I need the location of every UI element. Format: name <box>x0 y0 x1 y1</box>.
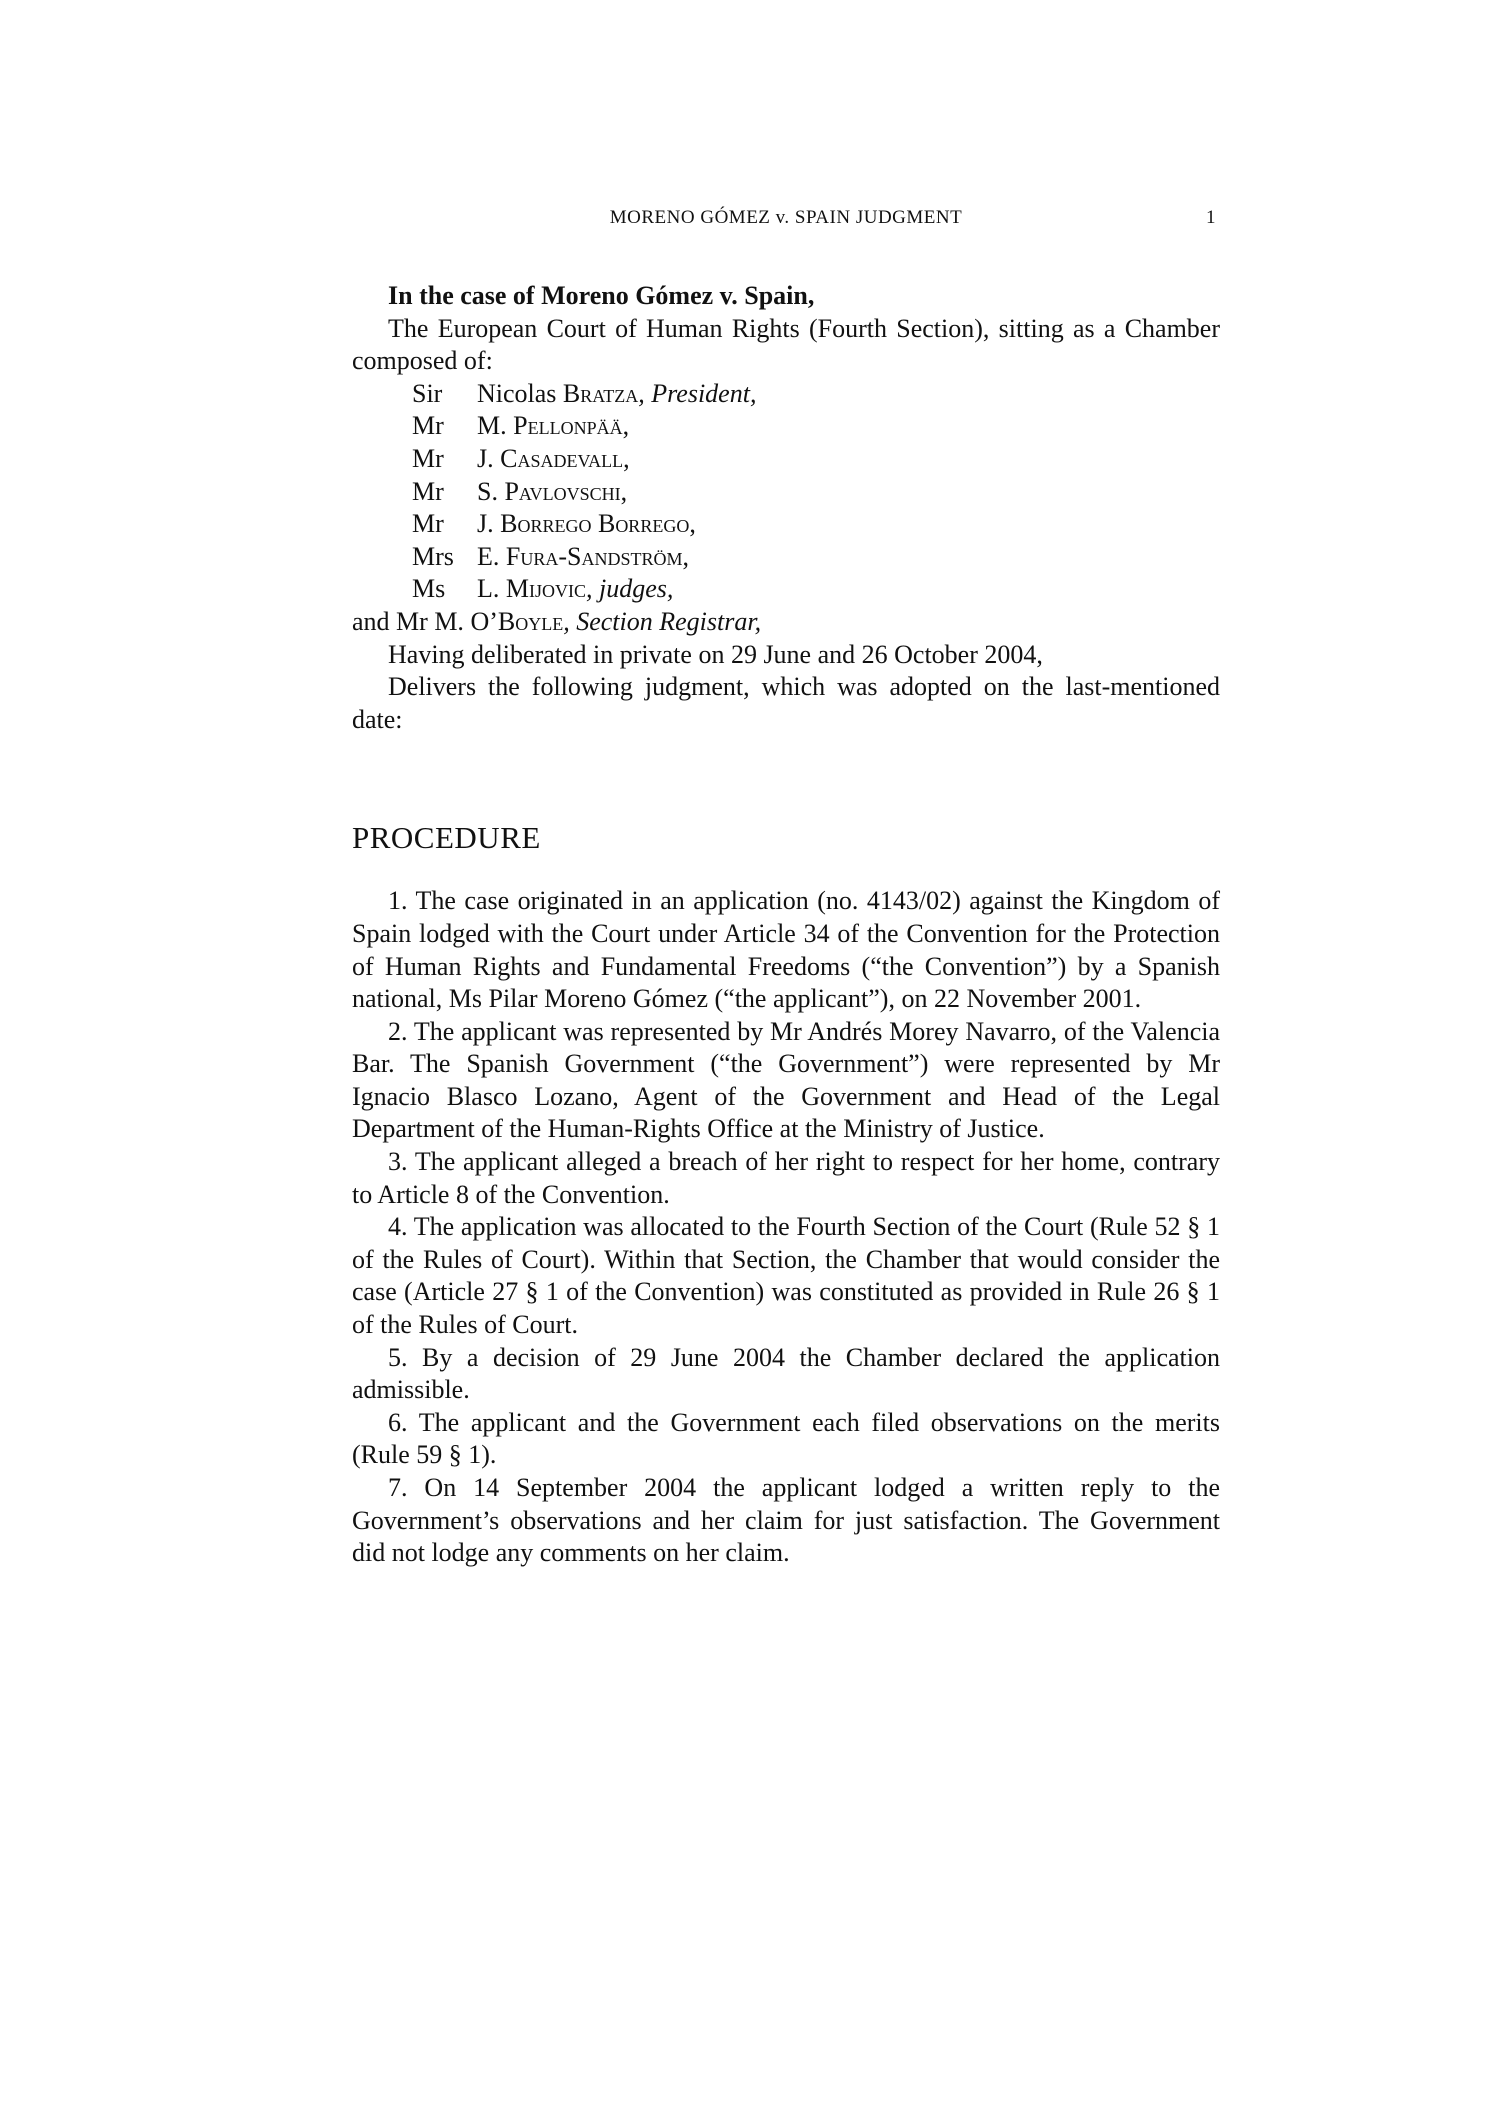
judge-title: Mr <box>412 476 444 506</box>
procedure-paragraph: 1. The case originated in an application (no. 4143/02) against the Kingdom of Spain lodged with the Court under Article 34 of the Convention for the Protection of Human Rights and Fundamental Freedoms (“the Convention”) by a Spanish national, Ms Pilar Moreno Gómez (“the applicant”), on 22 November 2001. <box>352 886 1220 1014</box>
procedure-paragraph: 4. The application was allocated to the Fourth Section of the Court (Rule 52 § 1 of the Rules of Court). Within that Section, the Chamber that would consider the case (Article 27 § 1 of the Convention) was constituted as provided in Rule 26 § 1 of the Rules of Court. <box>352 1212 1220 1340</box>
procedure-paragraph: 2. The applicant was represented by Mr Andrés Morey Navarro, of the Valencia Bar. The Spanish Government (“the Government”) were represented by Mr Ignacio Blasco Lozano, Agent of the Government and Head of the Legal Department of the Human-Rights Office at the Ministry of Justice. <box>352 1016 1220 1144</box>
judge-title: Sir <box>412 378 443 408</box>
judge-name: M. Pellonpää, <box>477 411 630 441</box>
procedure-paragraph: 7. On 14 September 2004 the applicant lodged a written reply to the Government’s observations and her claim for just satisfaction. The Government did not lodge any comments on her claim. <box>352 1473 1220 1568</box>
document-body <box>352 280 1220 1570</box>
judge-row <box>412 410 1220 443</box>
case-title: In the case of Moreno Gómez v. Spain, <box>388 281 815 310</box>
judge-title: Mrs <box>412 541 454 571</box>
judge-name: L. Mijovic, judges, <box>477 574 674 604</box>
judge-title: Mr <box>412 443 444 473</box>
procedure-paragraph: 5. By a decision of 29 June 2004 the Chamber declared the application admissible. <box>352 1342 1220 1405</box>
delivers-line: Delivers the following judgment, which was adopted on the last-mentioned date: <box>352 672 1220 734</box>
judge-row <box>412 508 1220 541</box>
judge-title: Mr <box>412 411 444 441</box>
judge-title: Ms <box>412 574 446 604</box>
judge-name: Nicolas Bratza, President, <box>477 378 757 408</box>
page-number: 1 <box>1206 207 1216 228</box>
judge-name: S. Pavlovschi, <box>477 476 628 506</box>
deliberation-line: Having deliberated in private on 29 June and 26 October 2004, <box>388 639 1043 669</box>
judge-title: Mr <box>412 509 444 539</box>
running-header <box>352 207 1220 239</box>
judge-name: J. Casadevall, <box>477 443 630 473</box>
judge-row <box>412 443 1220 476</box>
judge-row <box>412 476 1220 509</box>
judge-row <box>412 378 1220 411</box>
running-title: MORENO GÓMEZ v. SPAIN JUDGMENT <box>609 207 963 228</box>
registrar-line: and Mr M. O’Boyle, Section Registrar, <box>352 606 762 636</box>
judge-name: E. Fura-Sandström, <box>477 541 689 571</box>
court-composition-line: The European Court of Human Rights (Fourth Section), sitting as a Chamber composed of: <box>352 313 1220 376</box>
judge-row <box>412 573 1220 606</box>
procedure-paragraph: 3. The applicant alleged a breach of her right to respect for her home, contrary to Article 8 of the Convention. <box>352 1147 1220 1209</box>
section-heading: PROCEDURE <box>352 820 541 856</box>
judge-row <box>412 541 1220 574</box>
judge-name: J. Borrego Borrego, <box>477 509 696 539</box>
procedure-paragraph: 6. The applicant and the Government each filed observations on the merits (Rule 59 § 1). <box>352 1407 1220 1470</box>
judges-list <box>352 378 1220 606</box>
